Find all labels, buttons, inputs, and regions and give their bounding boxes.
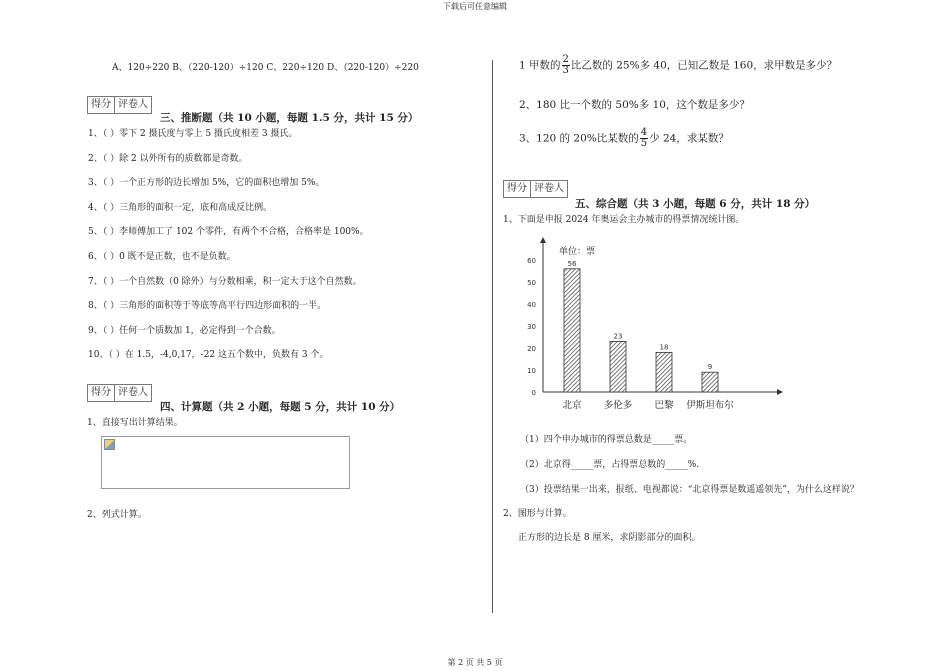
y-tick-label: 10 — [527, 367, 536, 375]
score-box — [87, 384, 152, 402]
score-label: 得分 — [91, 99, 111, 110]
grader-label: 评卷人 — [530, 181, 567, 197]
question: 1 甲数的 $\frac{2}{3}$ 比乙数的 25%多 40，已知乙数是 160，求甲数是多少？ — [519, 54, 838, 76]
bar — [610, 341, 626, 392]
answer-image-box — [101, 436, 350, 489]
bar-value-label: 9 — [707, 363, 713, 372]
vote-bar-chart — [510, 232, 810, 418]
score-box — [87, 96, 152, 114]
bar-value-label: 23 — [613, 332, 623, 341]
section-title: 五、综合题（共 3 小题，每题 6 分，共计 18 分） — [575, 198, 816, 210]
choice-options: A、120÷220 B、（220-120）÷120 C、220÷120 D、（220-120）÷220 — [112, 63, 419, 73]
score-label: 得分 — [507, 183, 527, 194]
question-text: 正方形的边长是 8 厘米，求阴影部分的面积。 — [518, 533, 701, 543]
category-label: 北京 — [562, 400, 582, 411]
sub-question: （1）四个申办城市的得票总数是_____票。 — [520, 435, 693, 445]
bar — [564, 269, 580, 392]
section-title: 四、计算题（共 2 小题，每题 5 分，共计 10 分） — [160, 401, 401, 413]
judgment-item: 3、（ ）一个正方形的边长增加 5%，它的面积也增加 5%。 — [88, 178, 325, 189]
bar-value-label: 56 — [567, 259, 577, 268]
y-tick-label: 50 — [527, 279, 536, 287]
category-label: 伊斯坦布尔 — [686, 400, 734, 411]
image-placeholder-icon — [104, 439, 115, 450]
y-tick-label: 60 — [527, 257, 536, 265]
judgment-item: 5、（ ）李师傅加工了 102 个零件，有两个不合格，合格率是 100%。 — [88, 227, 369, 238]
category-label: 多伦多 — [603, 400, 633, 411]
page-number: 第 2 页 共 5 页 — [447, 658, 503, 667]
score-label: 得分 — [91, 387, 111, 398]
header-note: 下载后可任意编辑 — [443, 2, 507, 11]
score-box — [503, 180, 568, 198]
grader-label: 评卷人 — [114, 97, 151, 113]
fraction: $\frac{4}{5}$ — [640, 127, 648, 149]
bar — [702, 372, 718, 392]
y-tick-label: 20 — [527, 345, 536, 353]
question: 3、120 的 20%比某数的 $\frac{4}{5}$ 少 24，求某数？ — [519, 127, 729, 149]
fraction: $\frac{2}{3}$ — [562, 54, 569, 76]
category-label: 巴黎 — [654, 400, 674, 411]
judgment-item: 6、（ ）0 既不是正数，也不是负数。 — [88, 252, 236, 262]
bar-value-label: 18 — [659, 343, 669, 352]
question: 1、直接写出计算结果。 — [87, 418, 183, 428]
judgment-item: 4、（ ）三角形的面积一定，底和高成反比例。 — [88, 202, 273, 213]
section-title: 三、推断题（共 10 小题，每题 1.5 分，共计 15 分） — [160, 112, 419, 124]
judgment-item: 9、（ ）任何一个质数加 1，必定得到一个合数。 — [88, 325, 281, 336]
judgment-item: 10、（ ）在 1.5，-4,0,17，-22 这五个数中，负数有 3 个。 — [88, 350, 329, 361]
sub-question: （3）投票结果一出来，报纸、电视都说：“北京得票是数遥遥领先”，为什么这样说？ — [520, 485, 859, 495]
bar — [656, 352, 672, 392]
judgment-item: 8、（ ）三角形的面积等于等底等高平行四边形面积的一半。 — [88, 301, 327, 312]
column-divider — [492, 60, 493, 613]
y-tick-label: 0 — [531, 389, 536, 397]
question: 2、列式计算。 — [87, 510, 147, 520]
grader-label: 评卷人 — [114, 385, 151, 401]
sub-question: （2）北京得_____票，占得票总数的_____%. — [520, 460, 700, 470]
unit-label: 单位：票 — [559, 247, 596, 257]
question: 2、图形与计算。 — [503, 509, 572, 519]
question: 1、下面是申报 2024 年奥运会主办城市的得票情况统计图。 — [503, 215, 745, 225]
judgment-item: 2、（ ）除 2 以外所有的质数都是奇数。 — [88, 153, 248, 164]
judgment-item: 1、（ ）零下 2 摄氏度与零上 5 摄氏度相差 3 摄氏。 — [88, 129, 298, 139]
y-tick-label: 40 — [527, 301, 536, 309]
y-tick-label: 30 — [527, 323, 536, 331]
question: 2、180 比一个数的 50%多 10，这个数是多少？ — [519, 99, 750, 111]
judgment-item: 7、（ ）一个自然数（0 除外）与分数相乘，积一定大于这个自然数。 — [88, 276, 362, 287]
